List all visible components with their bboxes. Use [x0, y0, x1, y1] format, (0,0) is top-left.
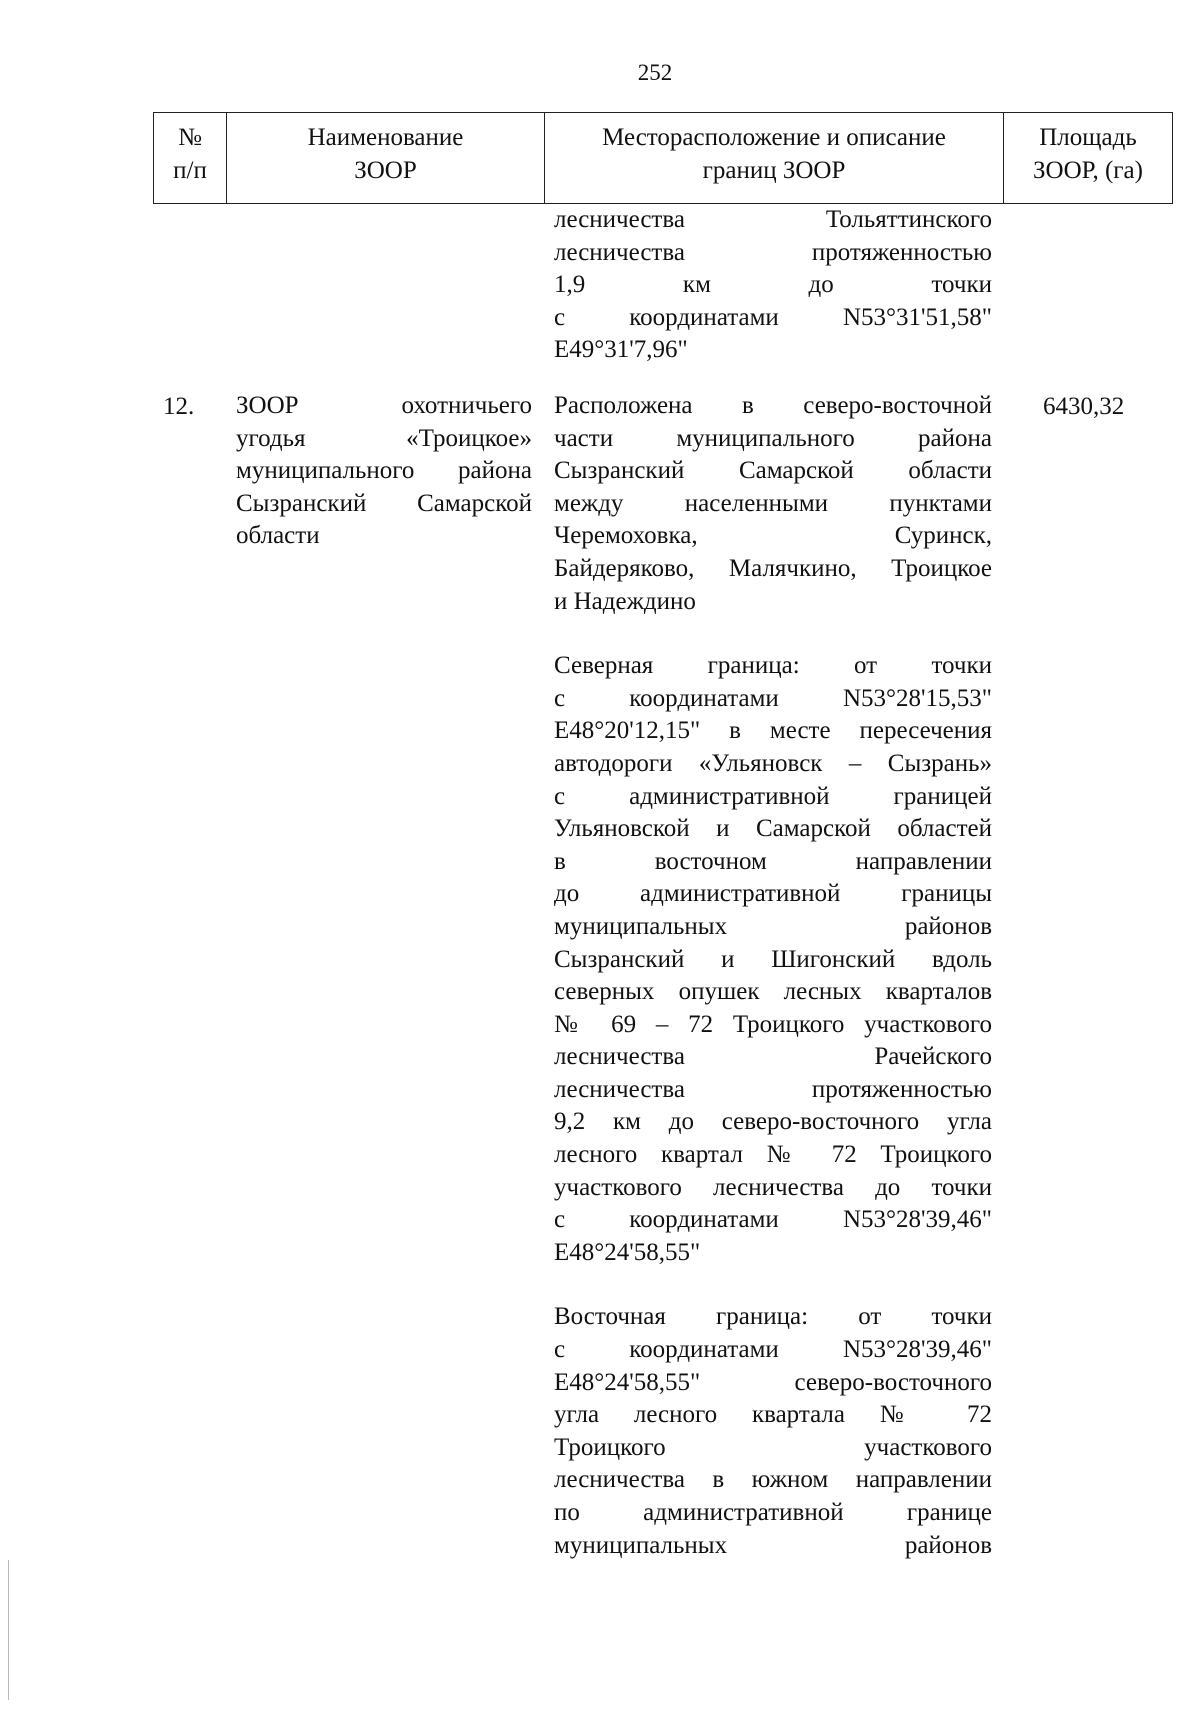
row-number: 12.: [163, 393, 195, 420]
text-line: автодороги «Ульяновск – Сызрань»: [554, 749, 992, 777]
header-name-column: [227, 113, 545, 203]
text-line: муниципальных районов: [554, 912, 992, 940]
text-line: лесного квартал № 72 Троицкого: [554, 1141, 992, 1169]
text-line: угодья «Троицкое»: [236, 424, 532, 452]
text-line: E48°24'58,55": [554, 1238, 701, 1266]
text-line: участкового лесничества до точки: [554, 1173, 992, 1201]
text-line: Черемоховка, Суринск,: [554, 522, 992, 550]
scan-margin-line: [8, 1560, 9, 1700]
row-area-value: 6430,32: [1043, 393, 1125, 420]
continuation-text: [554, 204, 992, 367]
header-text: границ ЗООР: [702, 157, 846, 184]
row-name: [236, 390, 532, 553]
text-line: 9,2 км до северо-восточного угла: [554, 1108, 992, 1136]
text-line: Сызранский Самарской: [236, 489, 532, 517]
text-line: между населенными пунктами: [554, 489, 992, 517]
text-line: муниципальных районов: [554, 1531, 992, 1559]
text-line: Расположена в северо-восточной: [554, 392, 992, 419]
header-text: Площадь: [1039, 124, 1137, 151]
header-text: п/п: [173, 157, 207, 184]
text-line: Восточная граница: от точки: [554, 1303, 992, 1331]
text-line: по административной границе: [554, 1499, 992, 1526]
text-line: ЗООР охотничьего: [236, 392, 532, 419]
page-number: 252: [637, 60, 673, 85]
text-line: лесничества протяженностью: [554, 238, 992, 266]
text-line: с координатами N53°28'15,53": [554, 684, 992, 712]
text-line: Северная граница: от точки: [554, 652, 992, 680]
text-line: и Надеждино: [554, 587, 696, 615]
text-line: в восточном направлении: [554, 847, 992, 875]
text-line: Троицкого участкового: [554, 1433, 992, 1461]
header-text: №: [178, 124, 202, 151]
text-line: угла лесного квартала № 72: [554, 1401, 992, 1429]
text-line: 1,9 км до точки: [554, 271, 992, 299]
text-line: Сызранский Самарской области: [554, 457, 992, 485]
description-north-border: [554, 650, 992, 1269]
text-line: E48°24'58,55" северо-восточного: [554, 1368, 992, 1396]
text-line: Байдеряково, Малячкино, Троицкое: [554, 554, 992, 582]
header-text: Месторасположение и описание: [602, 124, 946, 151]
row-description: [554, 390, 992, 1562]
text-line: муниципального района: [236, 457, 532, 485]
text-line: части муниципального района: [554, 424, 992, 452]
header-area-column: [1004, 113, 1172, 203]
header-number-column: [154, 113, 227, 203]
table-header: [153, 112, 1173, 204]
text-line: E49°31'7,96": [554, 336, 688, 364]
text-line: с административной границей: [554, 782, 992, 810]
header-text: Наименование: [307, 124, 464, 151]
text-line: области: [236, 522, 320, 550]
text-line: лесничества Тольяттинского: [554, 206, 992, 233]
text-line: лесничества в южном направлении: [554, 1466, 992, 1494]
text-line: лесничества Рачейского: [554, 1043, 992, 1071]
text-line: лесничества протяженностью: [554, 1075, 992, 1103]
text-line: с координатами N53°31'51,58": [554, 303, 992, 331]
text-line: Ульяновской и Самарской областей: [554, 815, 992, 843]
header-text: ЗООР: [354, 157, 417, 184]
text-line: Сызранский и Шигонский вдоль: [554, 945, 992, 973]
text-line: с координатами N53°28'39,46": [554, 1206, 992, 1234]
text-line: до административной границы: [554, 880, 992, 908]
description-intro: [554, 390, 992, 618]
text-line: E48°20'12,15" в месте пересечения: [554, 717, 992, 745]
text-line: № 69 – 72 Троицкого участкового: [554, 1010, 992, 1038]
text-line: с координатами N53°28'39,46": [554, 1336, 992, 1364]
header-location-column: [545, 113, 1004, 203]
description-east-border: [554, 1301, 992, 1562]
text-line: северных опушек лесных кварталов: [554, 978, 992, 1006]
header-text: ЗООР, (га): [1033, 157, 1143, 184]
